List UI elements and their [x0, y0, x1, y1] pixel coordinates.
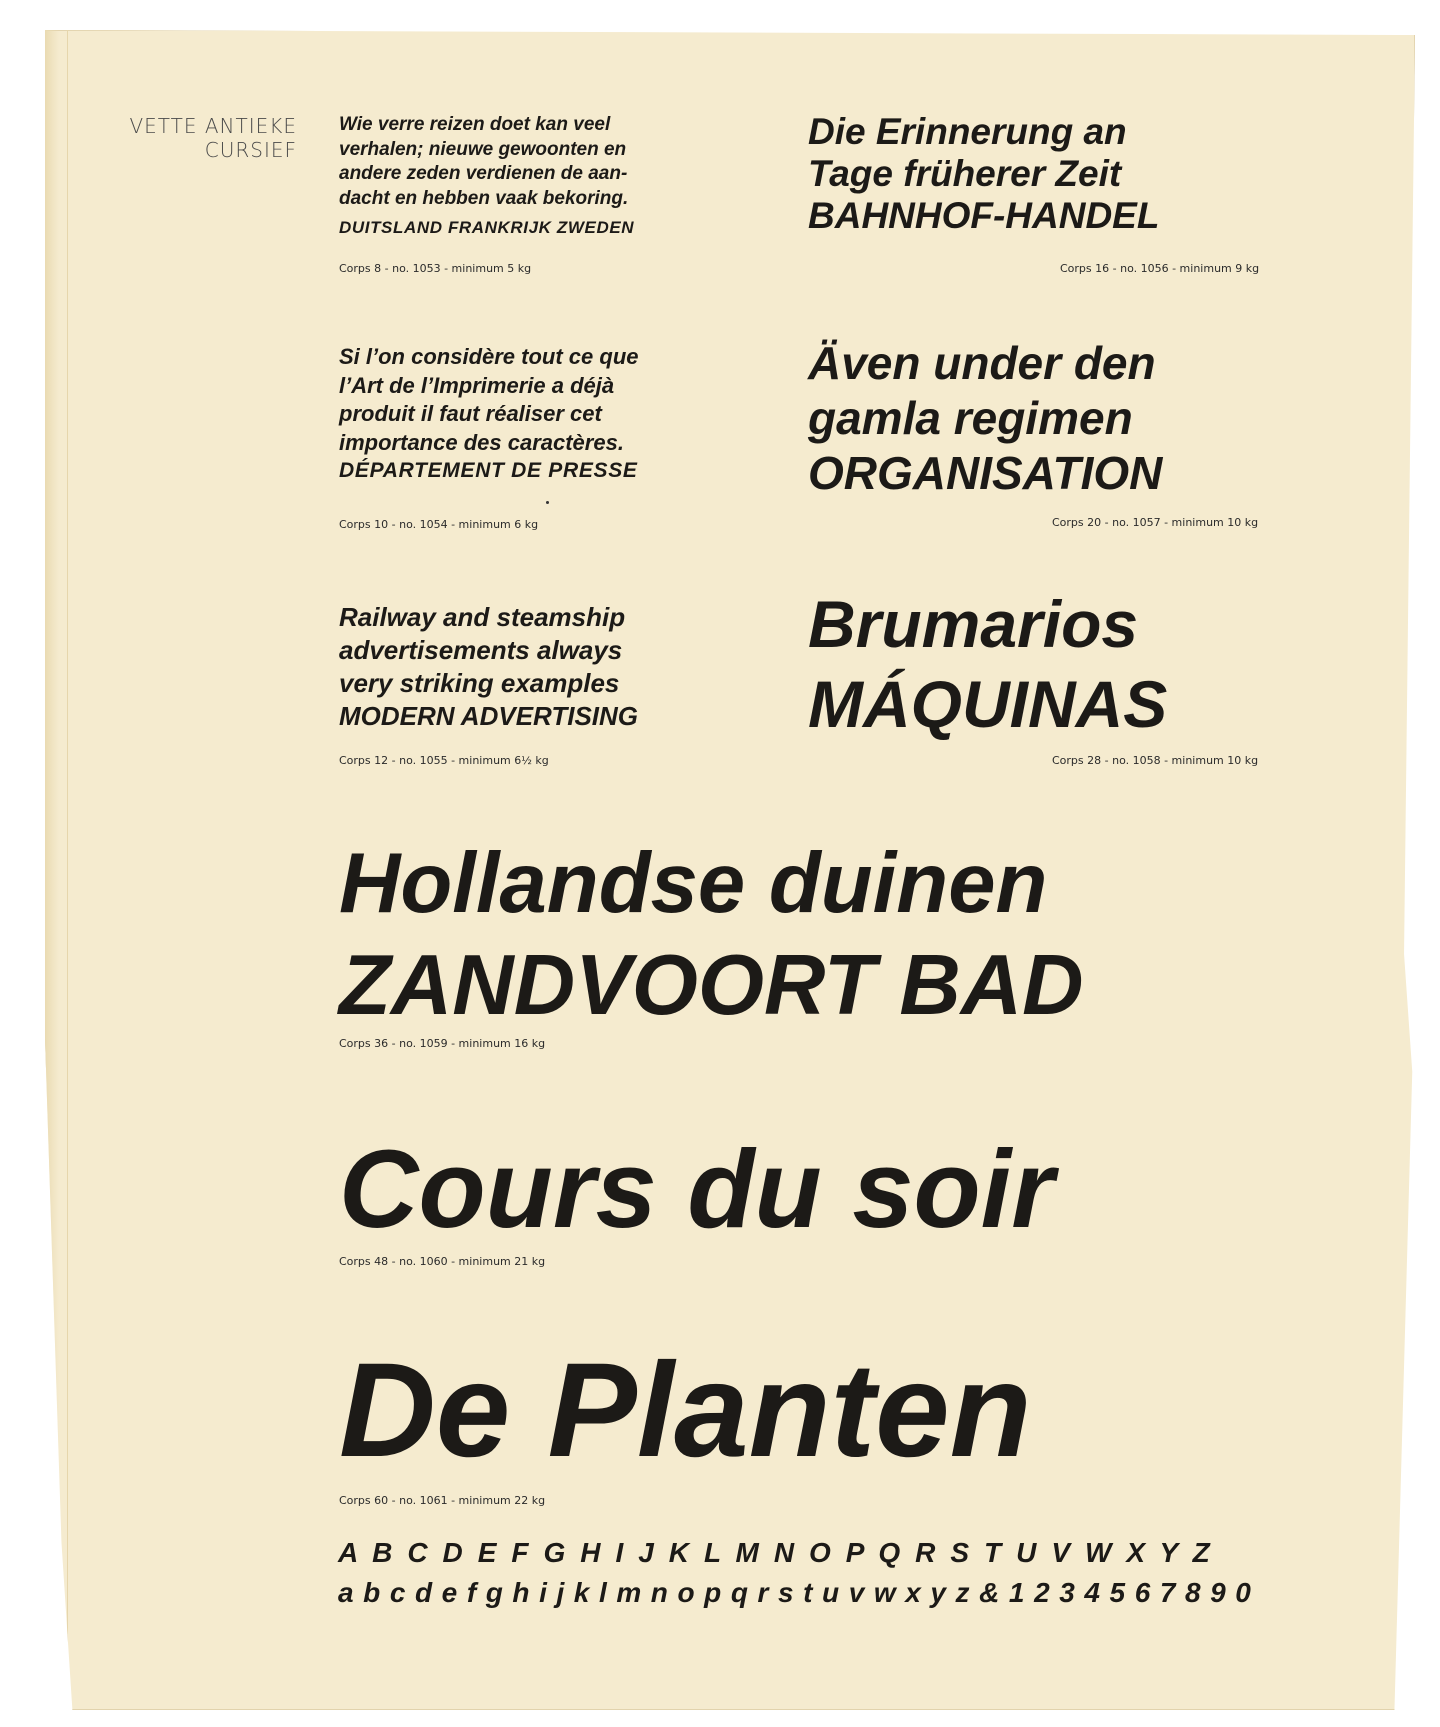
specimen-line: Brumarios — [808, 587, 1139, 661]
alphabet-uppercase: A B C D E F G H I J K L M N O P Q R S T U V W X Y Z — [338, 1537, 1214, 1568]
specimen-line: gamla regimen — [808, 392, 1133, 444]
specimen-line: Railway and steamship — [339, 602, 626, 632]
specimen-corps-20 — [808, 336, 1162, 501]
specimen-caption: Corps 10 - no. 1054 - minimum 6 kg — [339, 518, 539, 531]
specimen-corps-16 — [808, 111, 1159, 237]
specimen-caption: Corps 20 - no. 1057 - minimum 10 kg — [1052, 516, 1259, 529]
specimen-line: Die Erinnerung an — [808, 111, 1127, 152]
specimen-caption: Corps 60 - no. 1061 - minimum 22 kg — [339, 1494, 546, 1507]
specimen-line: advertisements always — [339, 635, 623, 665]
specimen-line: l’Art de l’Imprimerie a déjà — [339, 372, 615, 398]
specimen-line: De Planten — [339, 1336, 1032, 1485]
specimen-line: Tage früherer Zeit — [808, 153, 1122, 194]
specimen-caption: Corps 12 - no. 1055 - minimum 6½ kg — [339, 754, 549, 767]
typeface-name — [105, 114, 297, 162]
specimen-corps-8 — [339, 113, 749, 241]
specimen-caption: Corps 8 - no. 1053 - minimum 5 kg — [339, 262, 532, 275]
specimen-line: ZANDVOORT BAD — [339, 938, 1084, 1033]
specimen-line: Si l’on considère tout ce que — [339, 344, 639, 369]
specimen-corps-48 — [339, 1125, 1054, 1255]
specimen-line: produit il faut réaliser cet — [339, 401, 602, 426]
specimen-line: dacht en hebben vaak bekoring. — [339, 187, 629, 209]
specimen-line: Hollandse duinen — [339, 836, 1048, 931]
specimen-corps-36 — [339, 833, 1084, 1037]
specimen-line: MÁQUINAS — [808, 667, 1168, 741]
specimen-caption: Corps 48 - no. 1060 - minimum 21 kg — [339, 1255, 546, 1268]
specimen-corps-60 — [339, 1333, 1032, 1488]
alphabet-lowercase-figures: a b c d e f g h i j k l m n o p q r s t u v w x y z & 1 2 3 4 5 6 7 8 9 0 — [338, 1577, 1252, 1608]
specimen-line: Även under den — [808, 337, 1156, 389]
specimen-caption: Corps 16 - no. 1056 - minimum 9 kg — [1060, 262, 1260, 275]
specimen-line: andere zeden verdienen de aan- — [339, 163, 628, 184]
specimen-caption: Corps 28 - no. 1058 - minimum 10 kg — [1052, 754, 1259, 767]
specimen-corps-12 — [339, 601, 638, 733]
specimen-line: Cours du soir — [339, 1128, 1055, 1251]
specimen-line: importance des caractères. — [339, 429, 624, 455]
ink-speck — [546, 501, 549, 504]
specimen-corps-28 — [808, 584, 1167, 744]
specimen-line: DÉPARTEMENT DE PRESSE — [339, 459, 638, 482]
specimen-caption: Corps 36 - no. 1059 - minimum 16 kg — [339, 1037, 546, 1050]
specimen-line: verhalen; nieuwe gewoonten en — [339, 138, 627, 160]
specimen-line: very striking examples — [339, 668, 620, 698]
specimen-line: Wie verre reizen doet kan veel — [339, 114, 611, 135]
specimen-line: MODERN ADVERTISING — [339, 701, 639, 731]
specimen-corps-10 — [339, 343, 639, 486]
specimen-line: DUITSLAND FRANKRIJK ZWEDEN — [339, 218, 635, 237]
typeface-name-line: VETTE ANTIEKE — [129, 114, 297, 138]
typeface-name-line: CURSIEF — [204, 138, 297, 162]
specimen-line: BAHNHOF-HANDEL — [808, 195, 1160, 236]
specimen-line: ORGANISATION — [808, 447, 1163, 499]
